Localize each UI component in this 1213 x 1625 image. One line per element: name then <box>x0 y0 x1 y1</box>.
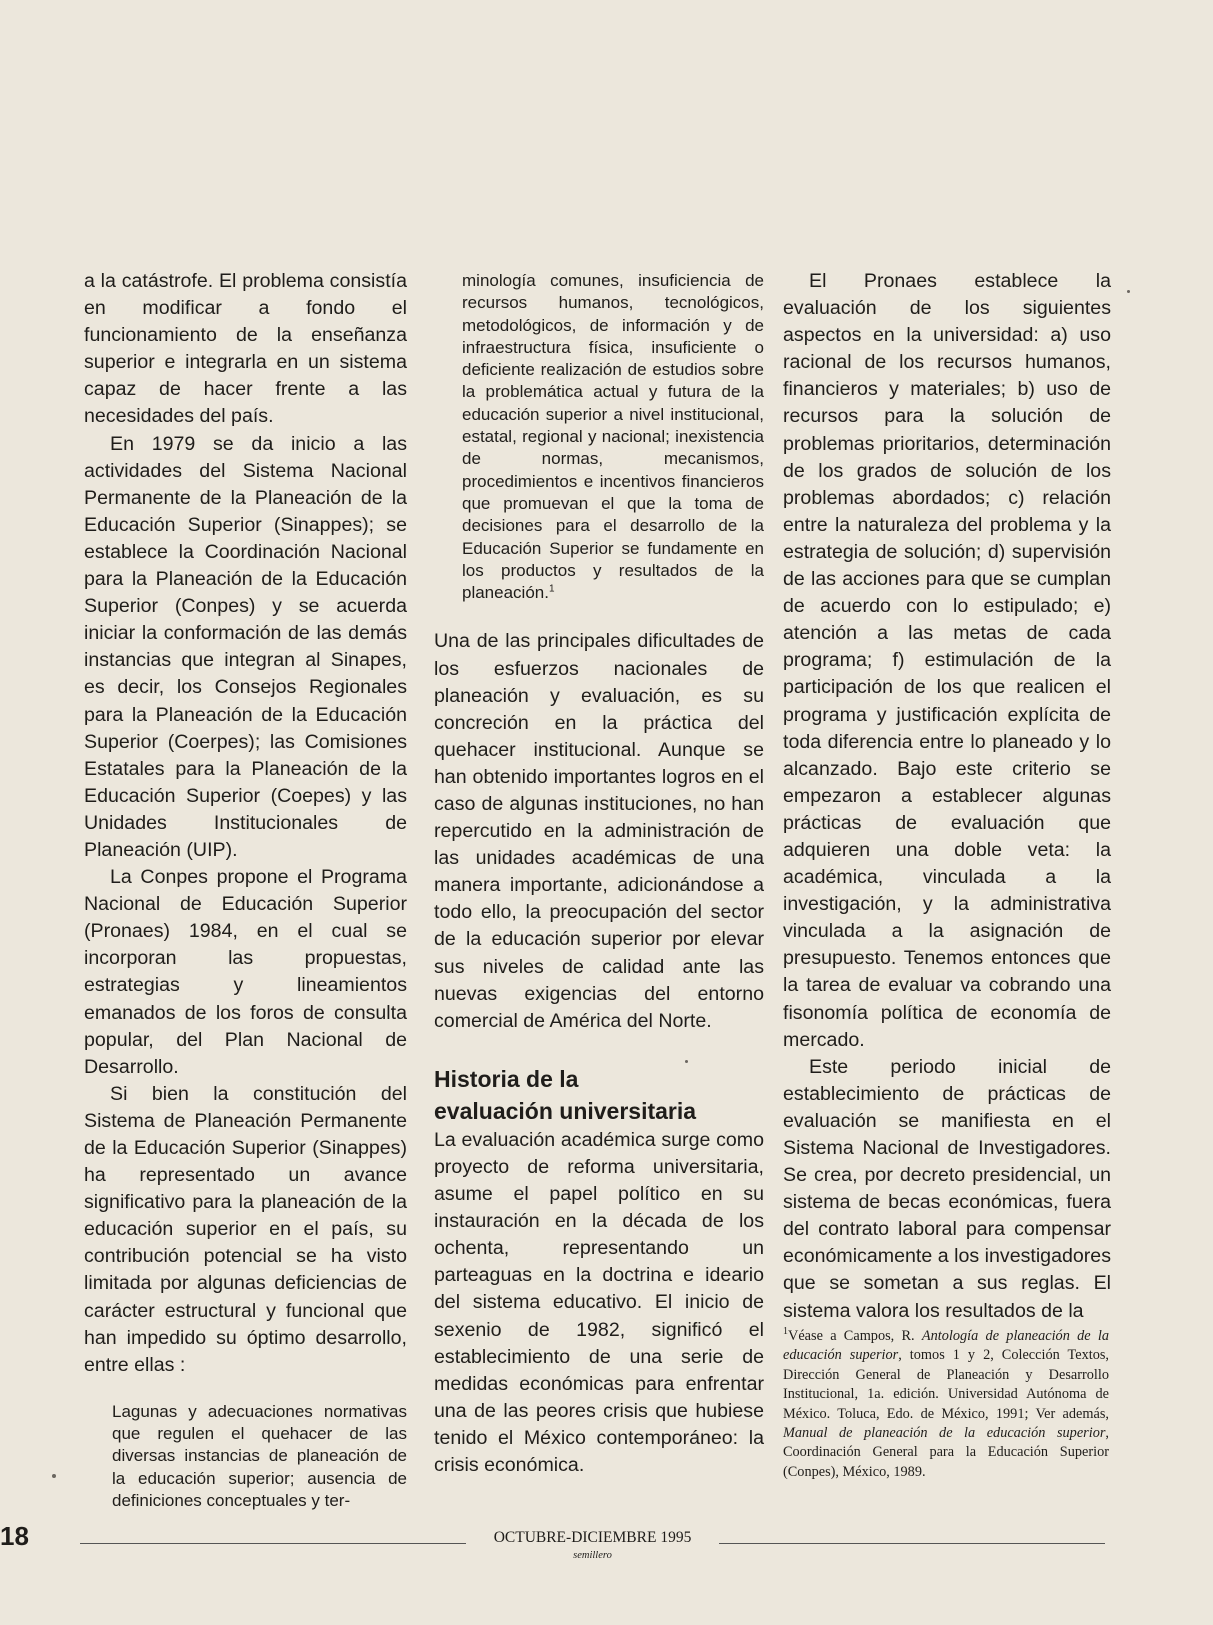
paragraph: Si bien la constitución del Sistema de Planeación Permanente de la Educación Superior (Sinappes) ha representado un avance significativo para la planeación de la educación superior en el país, su contribución potencial se ha visto limitada por algunas deficiencias de carácter estructural y funcional que han impedido su óptimo desarrollo, entre ellas : <box>84 1082 407 1376</box>
issue-date: OCTUBRE-DICIEMBRE 1995 <box>493 1529 692 1546</box>
print-speck <box>1127 290 1130 293</box>
text-column-right <box>783 268 1111 1325</box>
publication-name: semillero <box>573 1550 612 1561</box>
footer-rule-left <box>80 1543 466 1544</box>
footnote-book-title: Manual de planeación de la educación superior <box>783 1425 1106 1442</box>
print-speck <box>685 1060 688 1063</box>
block-quote-start: Lagunas y adecuaciones normativas que regulen el quehacer de las diversas instancias de planeación de la educación superior; ausencia de definiciones conceptuales y ter- <box>112 1401 407 1511</box>
footnote <box>783 1327 1109 1482</box>
section-heading-line-1: Historia de la <box>434 1065 579 1092</box>
section-heading <box>434 1063 764 1127</box>
paragraph: a la catástrofe. El problema consistía en modificar a fondo el funcionamiento de la enseñanza superior e integrarla en un sistema capaz de hacer frente a las necesidades del país. <box>84 270 407 428</box>
page-number: 18 <box>0 1521 29 1551</box>
footnote-text: , tomos 1 y 2, Colección Textos, Dirección General de Planeación y Desarrollo Institucional, 1a. edición. Universidad Autónoma de México. Toluca, Edo. de México, 1991; Ver además, <box>783 1347 1110 1422</box>
text-column-left <box>84 268 407 1512</box>
text-column-middle <box>434 270 764 1479</box>
block-quote-end <box>434 270 764 604</box>
block-quote-text: minología comunes, insuficiencia de recursos humanos, tecnológicos, metodológicos, de información y de infraestructura física, insuficiente o deficiente realización de estudios sobre la problemática actual y futura de la educación superior a nivel institucional, estatal, regional y nacional; inexistencia de normas, mecanismos, procedimientos e incentivos financieros que promuevan el que la toma de decisiones para el desarrollo de la Educación Superior se fundamente en los productos y resultados de la planeación. <box>462 271 764 603</box>
paragraph: El Pronaes establece la evaluación de los siguientes aspectos en la universidad: a) uso racional de los recursos humanos, financieros y materiales; b) uso de recursos para la solución de problemas prioritarios, determinación de los grados de solución de los problemas abordados; c) relación entre la naturaleza del problema y la estrategia de solución; d) supervisión de las acciones para que se cumplan de acuerdo con lo estipulado; e) atención a las metas de cada programa; f) estimulación de la participación de los que realicen el programa y justificación explícita de toda diferencia entre lo planeado y lo alcanzado. Bajo este criterio se empezaron a establecer algunas prácticas de evaluación que adquieren una doble veta: la académica, vinculada a la investigación, y la administrativa vinculada a la asignación de presupuesto. Tenemos entonces que la tarea de evaluar va cobrando una fisonomía política de economía de mercado. <box>783 270 1111 1051</box>
paragraph: La Conpes propone el Programa Nacional de Educación Superior (Pronaes) 1984, en el cual se incorporan las propuestas, estrategias y lineamientos emanados de los foros de consulta popular, del Plan Nacional de Desarrollo. <box>84 866 407 1078</box>
footnote-marker: 1 <box>783 1326 788 1338</box>
paragraph: La evaluación académica surge como proyecto de reforma universitaria, asume el papel político en su instauración en la década de los ochenta, representando un parteaguas en la doctrina e ideario del sistema educativo. El inicio de sexenio de 1982, significó el establecimiento de una serie de medidas económicas para enfrentar una de las peores crisis que hubiese tenido el México contemporáneo: la crisis económica. <box>434 1128 764 1476</box>
footnote-text: Véase a Campos, R. <box>788 1328 922 1344</box>
paragraph: Una de las principales dificultades de los esfuerzos nacionales de planeación y evaluación, es su concreción en la práctica del quehacer institucional. Aunque se han obtenido importantes logros en el caso de algunas instituciones, no han repercutido en la administración de las unidades académicas de una manera importante, adicionándose a todo ello, la preocupación del sector de la educación superior por elevar sus niveles de calidad ante las nuevas exigencias del entorno comercial de América del Norte. <box>434 630 764 1032</box>
footer-rule-right <box>719 1543 1105 1544</box>
footnote-text: , Coordinación General para la Educación Superior (Conpes), México, 1989. <box>783 1425 1109 1480</box>
section-heading-line-2: evaluación universitaria <box>434 1097 697 1124</box>
footnote-book-title: Antología de planeación de la educación superior <box>783 1328 1109 1364</box>
print-speck <box>52 1474 56 1478</box>
paragraph: Este periodo inicial de establecimiento de prácticas de evaluación se manifiesta en el Sistema Nacional de Investigadores. Se crea, por decreto presidencial, un sistema de becas económicas, fuera del contrato laboral para compensar económicamente a los investigadores que se sometan a sus reglas. El sistema valora los resultados de la <box>783 1055 1111 1322</box>
paragraph: En 1979 se da inicio a las actividades del Sistema Nacional Permanente de la Planeación de la Educación Superior (Sinappes); se establece la Coordinación Nacional para la Planeación de la Educación Superior (Conpes) y se acuerda iniciar la conformación de las demás instancias que integran al Sinapes, es decir, los Consejos Regionales para la Planeación de la Educación Superior (Coerpes); las Comisiones Estatales para la Planeación de la Educación Superior (Coepes) y las Unidades Institucionales de Planeación (UIP). <box>84 432 407 861</box>
footnote-reference: 1 <box>548 583 555 595</box>
